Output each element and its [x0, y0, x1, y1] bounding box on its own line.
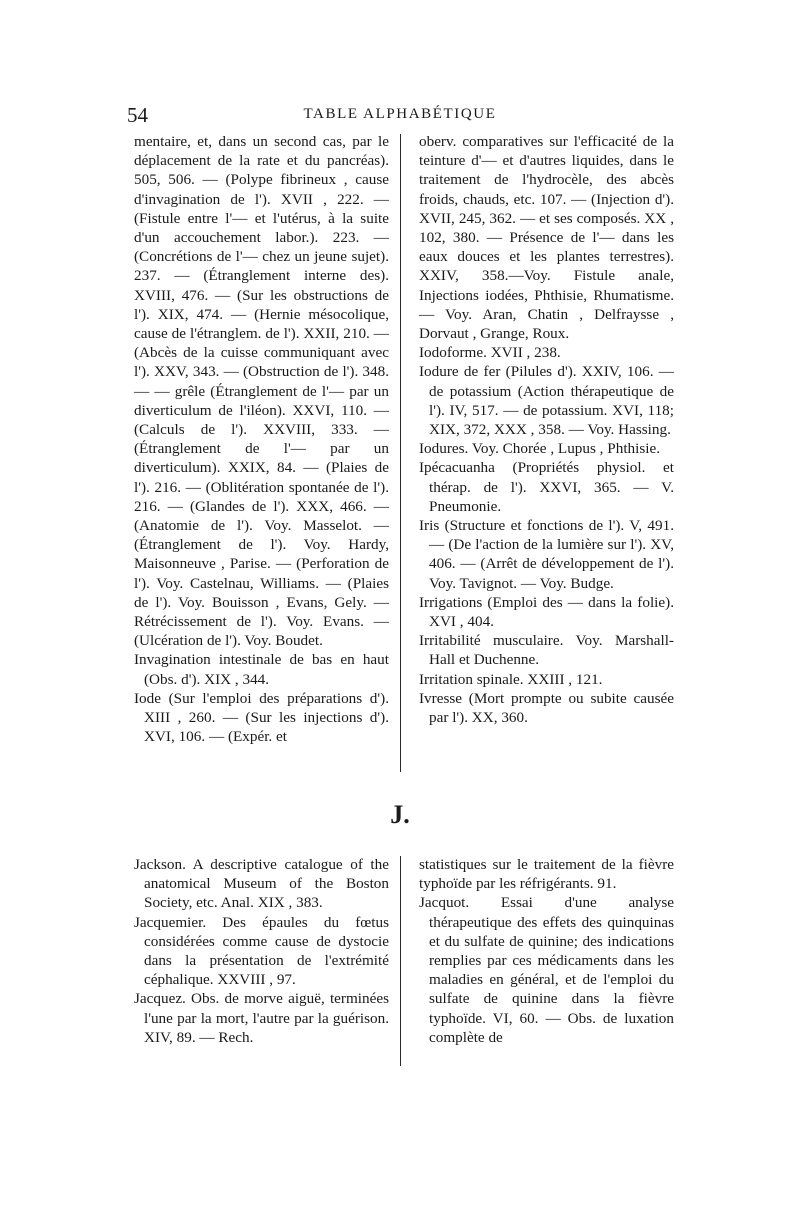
entry-iodure: Iodure de fer (Pilules d'). XXIV, 106. — de potassium (Action thérapeutique de l'). IV, 517. — de potassium. XVI, 118; XIX, 372, XXX , 358. — Voy. Hassing. — [419, 363, 674, 439]
column-bottom-right — [419, 855, 674, 1047]
entry-iris: Iris (Structure et fonctions de l'). V, 491. — (De l'action de la lumière sur l'). XV, 406. — (Arrêt de développement de l'). Voy. Tavignot. — Voy. Budge. — [419, 517, 674, 592]
entry-jacquot: Jacquot. Essai d'une analyse thérapeutique des effets des quinquinas et du sulfate de quinine; des indications remplies par ces médicaments dans les maladies en général, et de l'emploi du sulfate de quinine dans la fièvre typhoïde. VI, 60. — Obs. de luxation complète de — [419, 894, 674, 1046]
entry-jacquez: Jacquez. Obs. de morve aiguë, terminées l'une par la mort, l'autre par la guérison. XIV, 89. — Rech. — [134, 990, 389, 1046]
column-bottom-left — [134, 855, 389, 1047]
entry-jackson: Jackson. A descriptive catalogue of the anatomical Museum of the Boston Society, etc. Anal. XIX , 383. — [134, 856, 389, 912]
entry-irrigations: Irrigations (Emploi des — dans la folie). XVI , 404. — [419, 593, 674, 631]
entry-jacquez-continued: statistiques sur le traitement de la fièvre typhoïde par les réfrigérants. 91. — [419, 856, 674, 893]
entry-jacquemier: Jacquemier. Des épaules du fœtus considérées comme cause de dystocie dans la présentation de l'extrémité céphalique. XXVIII , 97. — [134, 913, 389, 989]
entry-ipecacuanha: Ipécacuanha (Propriétés physiol. et thérap. de l'). XXVI, 365. — V. Pneumonie. — [419, 459, 674, 515]
entry-iodures: Iodures. Voy. Chorée , Lupus , Phthisie. — [419, 440, 661, 458]
column-top-right — [419, 132, 674, 727]
entry-iode-continued: oberv. comparatives sur l'efficacité de la teinture d'— et d'autres liquides, dans le traitement de l'hydrocèle, des abcès froids, chauds, etc. 107. — (Injection d'). XVII, 245, 362. — et ses composés. XX , 102, 380. — Présence de l'— dans les eaux douces et les plantes terrestres). XXIV, 358.—Voy. Fistule anale, Injections iodées, Phthisie, Rhumatisme. — Voy. Aran, Chatin , Delfraysse , Dorvaut , Grange, Roux. — [419, 133, 674, 343]
page-number: 54 — [127, 103, 148, 127]
running-title: TABLE ALPHABÉTIQUE — [303, 106, 497, 122]
column-divider-bottom — [400, 856, 401, 1066]
section-letter-j: J. — [390, 800, 410, 829]
column-top-left — [134, 132, 389, 747]
entry-invagination: Invagination intestinale de bas en haut (Obs. d'). XIX , 344. — [134, 651, 389, 688]
entry-intestin-continued: mentaire, et, dans un second cas, par le déplacement de la rate et du pancréas). 505, 506. — (Polype fibrineux , cause d'invagination de l'). XVII , 222. — (Fistule entre l'— et l'utérus, à la suite d'un accouchement labor.). 223. — (Concrétions de l'— chez un jeune sujet). 237. — (Étranglement interne des). XVIII, 476. — (Sur les obstructions de l'). XIX, 474. — (Hernie mésocolique, cause de l'étranglem. de l'). XXII, 210. — (Abcès de la cuisse communiquant avec l'). XXV, 343. — (Obstruction de l'). 348. — — grêle (Étranglement de l'— par un diverticulum de l'iléon). XXVI, 110. — (Calculs de l'). XXVIII, 333. — (Étranglement de l'— par un diverticulum). XXIX, 84. — (Plaies de l'). 216. — (Oblitération spontanée de l'). 216. — (Glandes de l'). XXX, 466. — (Anatomie de l'). Voy. Masselot. — (Étranglement de l'). Voy. Hardy, Maisonneuve , Parise. — (Perforation de l'). Voy. Castelnau, Williams. — (Plaies de l'). Voy. Bouisson , Evans, Gely. — Rétrécissement de l'). Voy. Evans. — (Ulcération de l'). Voy. Boudet. — [134, 133, 389, 650]
entry-irritation: Irritation spinale. XXIII , 121. — [419, 670, 603, 688]
entry-ivresse: Ivresse (Mort prompte ou subite causée par l'). XX, 360. — [419, 689, 674, 727]
entry-iode: Iode (Sur l'emploi des préparations d'). XIII , 260. — (Sur les injections d'). XVI, 106. — (Expér. et — [134, 689, 389, 746]
column-divider-top — [400, 134, 401, 772]
entry-iodoforme: Iodoforme. XVII , 238. — [419, 344, 561, 362]
entry-irritabilite: Irritabilité musculaire. Voy. Marshall-Hall et Duchenne. — [419, 632, 674, 669]
